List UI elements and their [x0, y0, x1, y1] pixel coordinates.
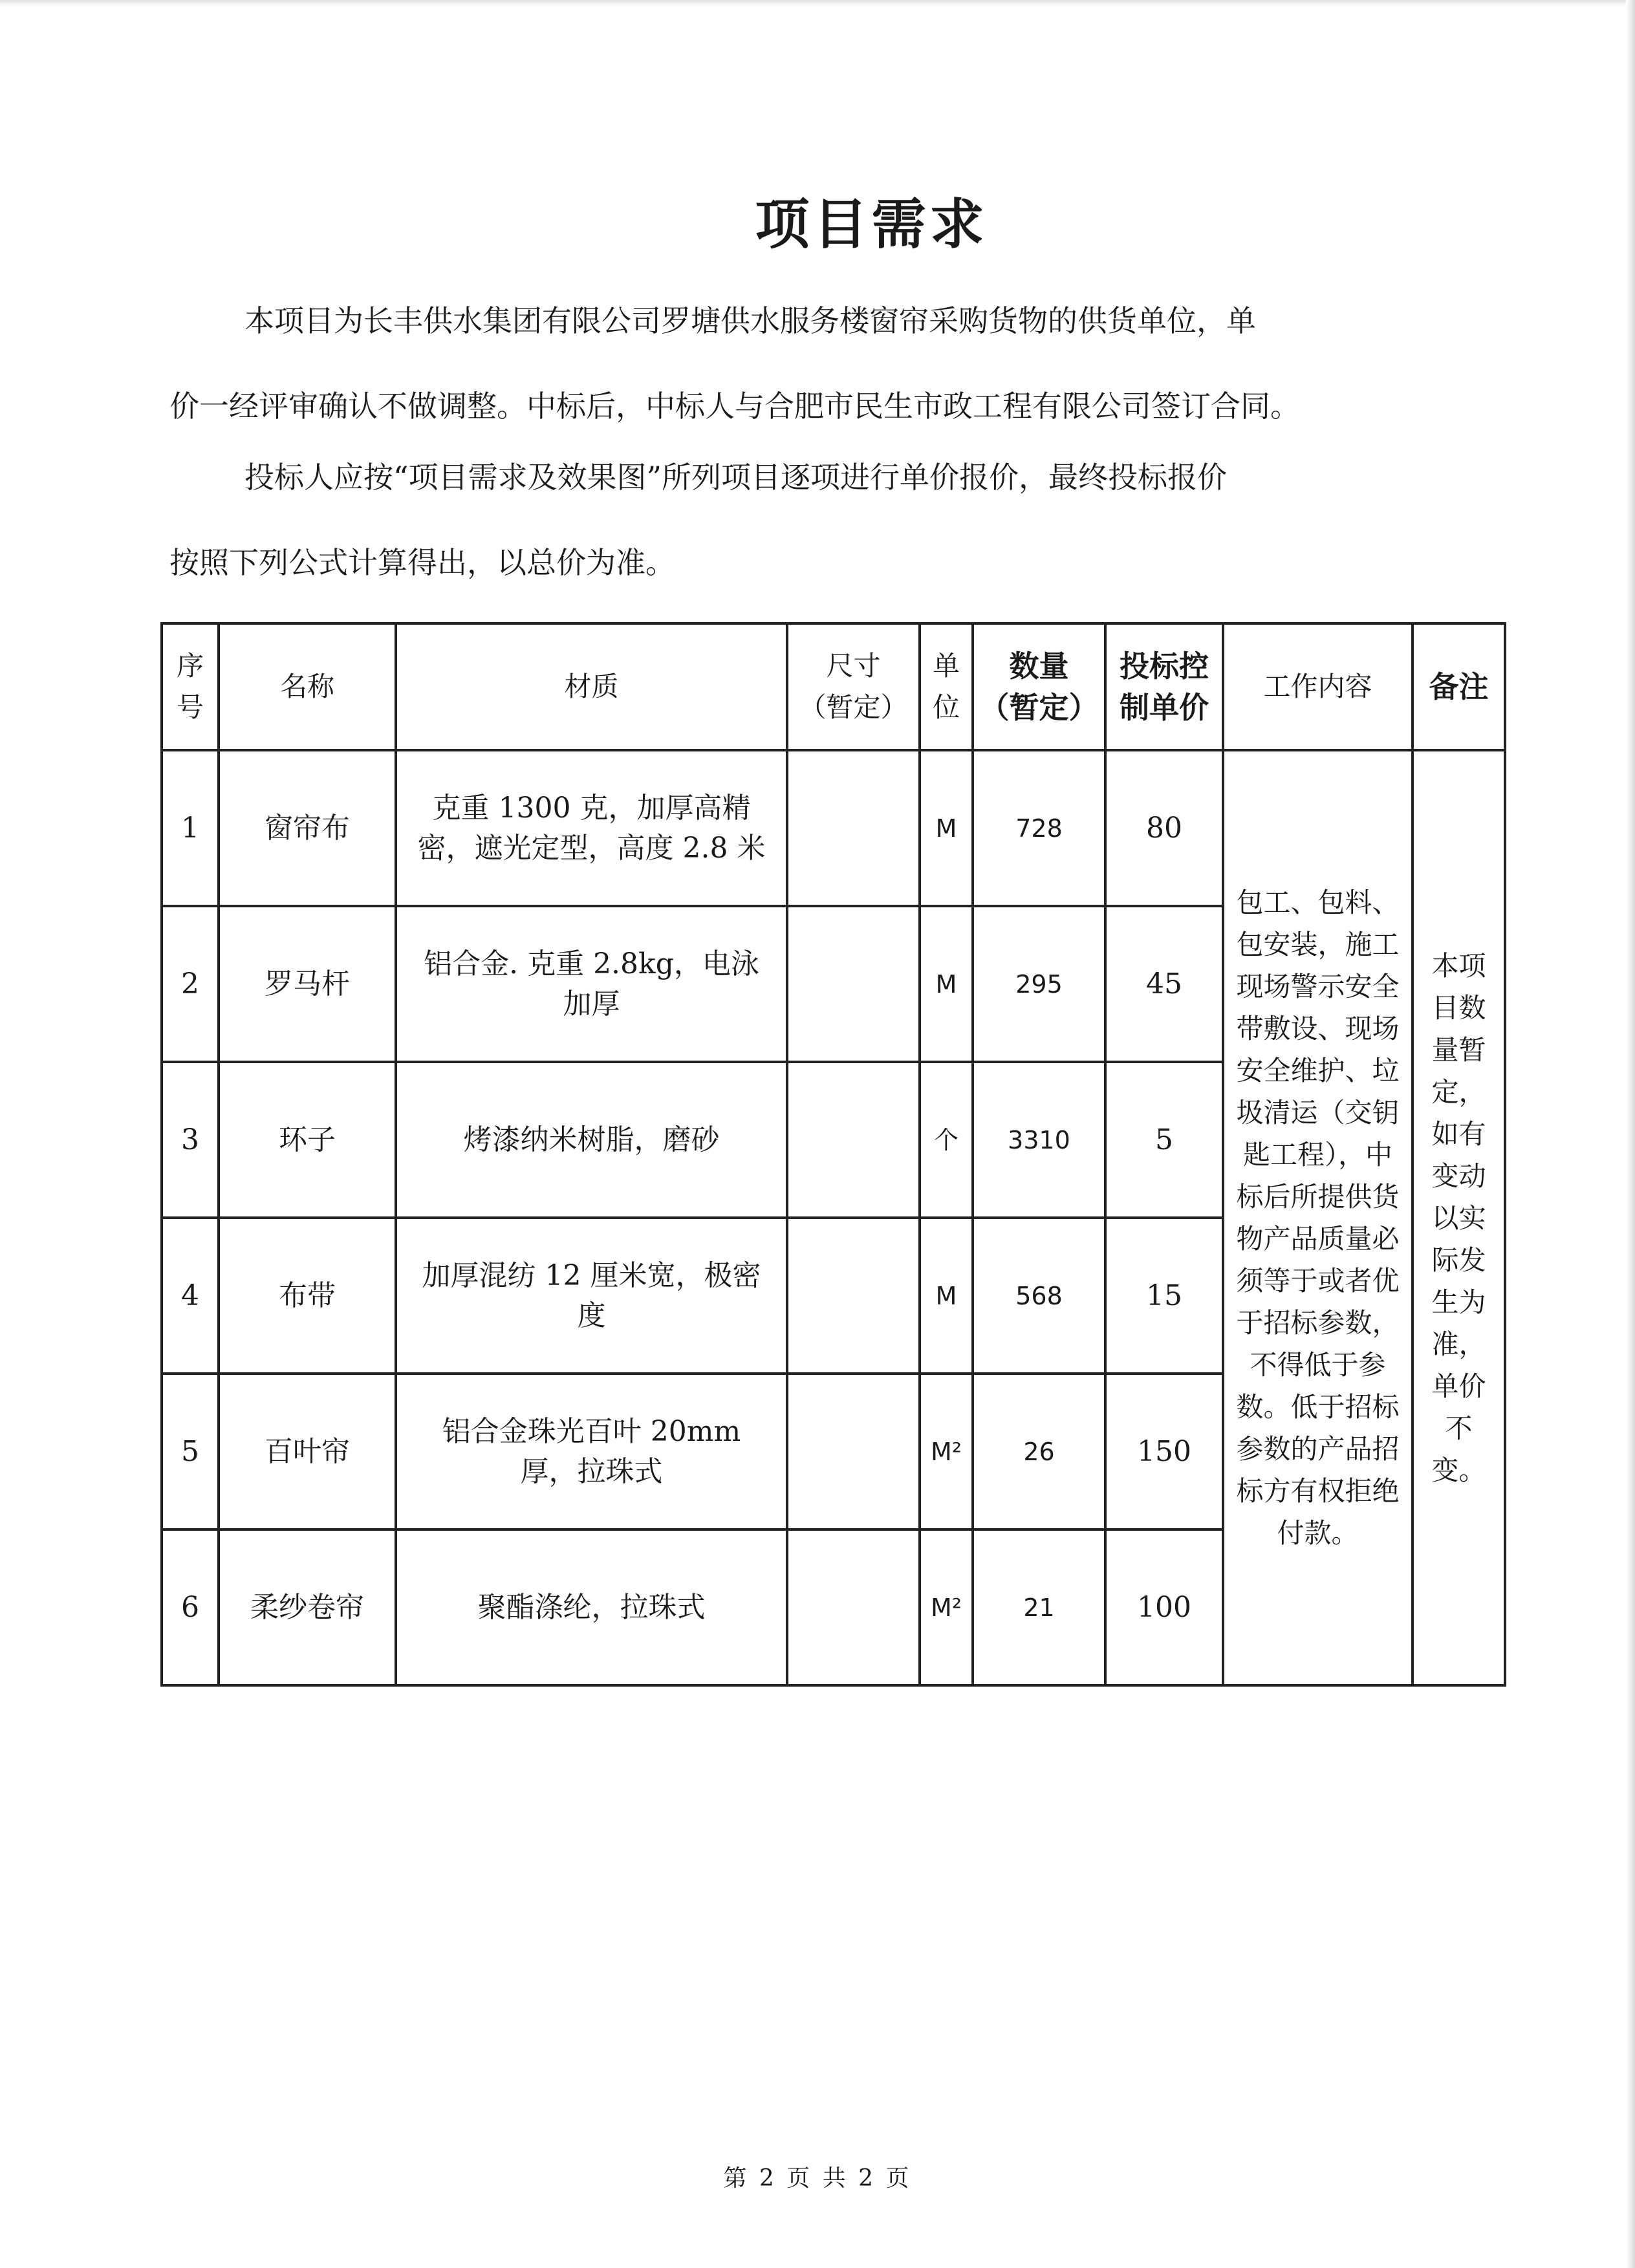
cell-seq: 5	[162, 1374, 219, 1529]
cell-size	[787, 906, 920, 1062]
cell-unit: M	[920, 750, 973, 906]
requirements-table	[160, 622, 1506, 1687]
cell-name: 布带	[219, 1218, 396, 1374]
header-qty	[973, 623, 1105, 750]
cell-price: 150	[1105, 1374, 1223, 1529]
cell-name: 窗帘布	[219, 750, 396, 906]
cell-size	[787, 1374, 920, 1529]
cell-unit: 个	[920, 1062, 973, 1218]
cell-size	[787, 1062, 920, 1218]
cell-seq: 1	[162, 750, 219, 906]
cell-name: 百叶帘	[219, 1374, 396, 1529]
cell-price: 80	[1105, 750, 1223, 906]
cell-material: 铝合金. 克重 2.8kg，电泳加厚	[396, 906, 787, 1062]
header-material: 材质	[396, 623, 787, 750]
cell-material: 克重 1300 克，加厚高精密，遮光定型，高度 2.8 米	[396, 750, 787, 906]
cell-size	[787, 1529, 920, 1685]
scan-edge-top	[0, 0, 1635, 6]
cell-seq: 6	[162, 1529, 219, 1685]
header-size	[787, 623, 920, 750]
header-work: 工作内容	[1223, 623, 1413, 750]
cell-seq: 4	[162, 1218, 219, 1374]
cell-name: 柔纱卷帘	[219, 1529, 396, 1685]
header-size-line-1: 尺寸	[826, 650, 881, 682]
cell-price: 100	[1105, 1529, 1223, 1685]
cell-size	[787, 750, 920, 906]
header-unit-line-1: 单	[932, 650, 960, 682]
cell-unit: M²	[920, 1374, 973, 1529]
cell-material: 聚酯涤纶，拉珠式	[396, 1529, 787, 1685]
header-seq	[162, 623, 219, 750]
intro-paragraph-line-2: 价一经评审确认不做调整。中标后，中标人与合肥市民生市政工程有限公司签订合同。	[169, 389, 1300, 424]
cell-note: 本项目数量暂定，如有变动以实际发生为准，单价不变。	[1413, 750, 1505, 1685]
cell-price: 5	[1105, 1062, 1223, 1218]
cell-work-content: 包工、包料、包安装，施工现场警示安全带敷设、现场安全维护、垃圾清运（交钥匙工程），中标后所提供货物产品质量必须等于或者优于招标参数，不得低于参数。低于招标参数的产品招标方有权拒绝付款。	[1223, 750, 1413, 1685]
header-qty-line-2: （暂定）	[979, 690, 1099, 725]
cell-material: 烤漆纳米树脂，磨砂	[396, 1062, 787, 1218]
cell-qty: 3310	[973, 1062, 1105, 1218]
cell-price: 15	[1105, 1218, 1223, 1374]
cell-unit: M	[920, 1218, 973, 1374]
pricing-paragraph-line-1: 投标人应按“项目需求及效果图”所列项目逐项进行单价报价，最终投标报价	[244, 460, 1228, 495]
cell-qty: 21	[973, 1529, 1105, 1685]
cell-price: 45	[1105, 906, 1223, 1062]
header-name: 名称	[219, 623, 396, 750]
cell-size	[787, 1218, 920, 1374]
header-unit	[920, 623, 973, 750]
table-header-row	[162, 623, 1505, 750]
header-unit-line-2: 位	[932, 691, 960, 723]
cell-qty: 568	[973, 1218, 1105, 1374]
page-footer: 第 2 页 共 2 页	[723, 2165, 912, 2192]
cell-qty: 26	[973, 1374, 1105, 1529]
header-seq-line-1: 序	[176, 650, 204, 682]
cell-material: 加厚混纺 12 厘米宽，极密度	[396, 1218, 787, 1374]
page-title: 项目需求	[755, 193, 988, 256]
cell-name: 罗马杆	[219, 906, 396, 1062]
cell-name: 环子	[219, 1062, 396, 1218]
cell-material: 铝合金珠光百叶 20mm 厚，拉珠式	[396, 1374, 787, 1529]
pricing-paragraph	[169, 435, 1473, 605]
header-price	[1105, 623, 1223, 750]
header-seq-line-2: 号	[176, 691, 204, 723]
intro-paragraph	[169, 278, 1473, 449]
header-price-line-1: 投标控	[1120, 649, 1209, 684]
header-qty-line-1: 数量	[1009, 649, 1069, 684]
intro-paragraph-line-1: 本项目为长丰供水集团有限公司罗塘供水服务楼窗帘采购货物的供货单位，单	[244, 303, 1256, 338]
header-size-line-2: （暂定）	[799, 691, 908, 723]
pricing-paragraph-line-2: 按照下列公式计算得出，以总价为准。	[169, 545, 675, 580]
cell-seq: 3	[162, 1062, 219, 1218]
cell-qty: 728	[973, 750, 1105, 906]
header-note: 备注	[1413, 623, 1505, 750]
cell-unit: M²	[920, 1529, 973, 1685]
cell-qty: 295	[973, 906, 1105, 1062]
cell-seq: 2	[162, 906, 219, 1062]
table-row	[162, 750, 1505, 906]
scan-edge-right	[1626, 0, 1635, 2268]
header-price-line-2: 制单价	[1120, 690, 1209, 725]
cell-unit: M	[920, 906, 973, 1062]
